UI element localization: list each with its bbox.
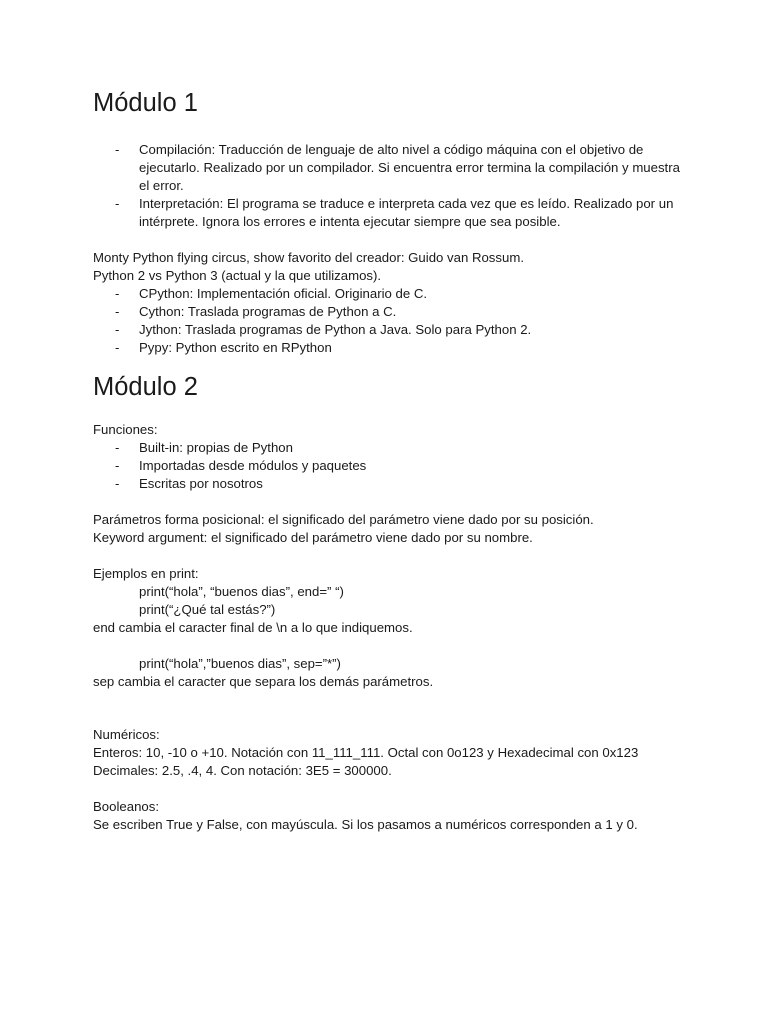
code-example-end: print(“hola”, “buenos dias”, end=” “) [139,584,344,599]
list-item: - Escritas por nosotros [93,475,683,493]
list-item: - Built-in: propias de Python [93,439,683,457]
ejemplos-label: Ejemplos en print: [93,566,199,581]
end-description: end cambia el caracter final de \n a lo que indiquemos. [93,620,413,635]
python-versions-line: Python 2 vs Python 3 (actual y la que utilizamos). [93,268,382,283]
definitions-list [93,141,683,231]
list-item: - Jython: Traslada programas de Python a Java. Solo para Python 2. [93,321,683,339]
module-1-heading: Módulo 1 [93,89,198,117]
document-page [93,86,683,834]
enteros-line: Enteros: 10, -10 o +10. Notación con 11_111_111. Octal con 0o123 y Hexadecimal con 0x123 [93,745,639,760]
sep-description: sep cambia el caracter que separa los demás parámetros. [93,674,434,689]
list-item: - Importadas desde módulos y paquetes [93,457,683,475]
implementations-list [93,285,683,357]
code-example-sep: print(“hola”,”buenos dias”, sep=”*”) [139,656,341,671]
code-example-question: print(“¿Qué tal estás?”) [139,602,276,617]
booleanos-label: Booleanos: [93,799,159,814]
funciones-label: Funciones: [93,422,158,437]
posicional-line: Parámetros forma posicional: el significado del parámetro viene dado por su posición. [93,512,594,527]
funciones-list [93,439,683,493]
list-item: - Compilación: Traducción de lenguaje de alto nivel a código máquina con el objetivo de ejecutarlo. Realizado por un compilador. Si encuentra error termina la compilación y muestra el error. [93,141,683,195]
list-item: - Cython: Traslada programas de Python a C. [93,303,683,321]
list-item: - Interpretación: El programa se traduce e interpreta cada vez que es leído. Realizado por un intérprete. Ignora los errores e intenta ejecutar siempre que sea posible. [93,195,683,231]
module-2-heading: Módulo 2 [93,373,198,401]
keyword-line: Keyword argument: el significado del parámetro viene dado por su nombre. [93,530,533,545]
booleanos-line: Se escriben True y False, con mayúscula. Si los pasamos a numéricos corresponden a 1 y 0. [93,817,638,832]
monty-python-line: Monty Python flying circus, show favorito del creador: Guido van Rossum. [93,250,524,265]
numericos-label: Numéricos: [93,727,160,742]
list-item: - Pypy: Python escrito en RPython [93,339,683,357]
decimales-line: Decimales: 2.5, .4, 4. Con notación: 3E5 = 300000. [93,763,392,778]
list-item: - CPython: Implementación oficial. Originario de C. [93,285,683,303]
